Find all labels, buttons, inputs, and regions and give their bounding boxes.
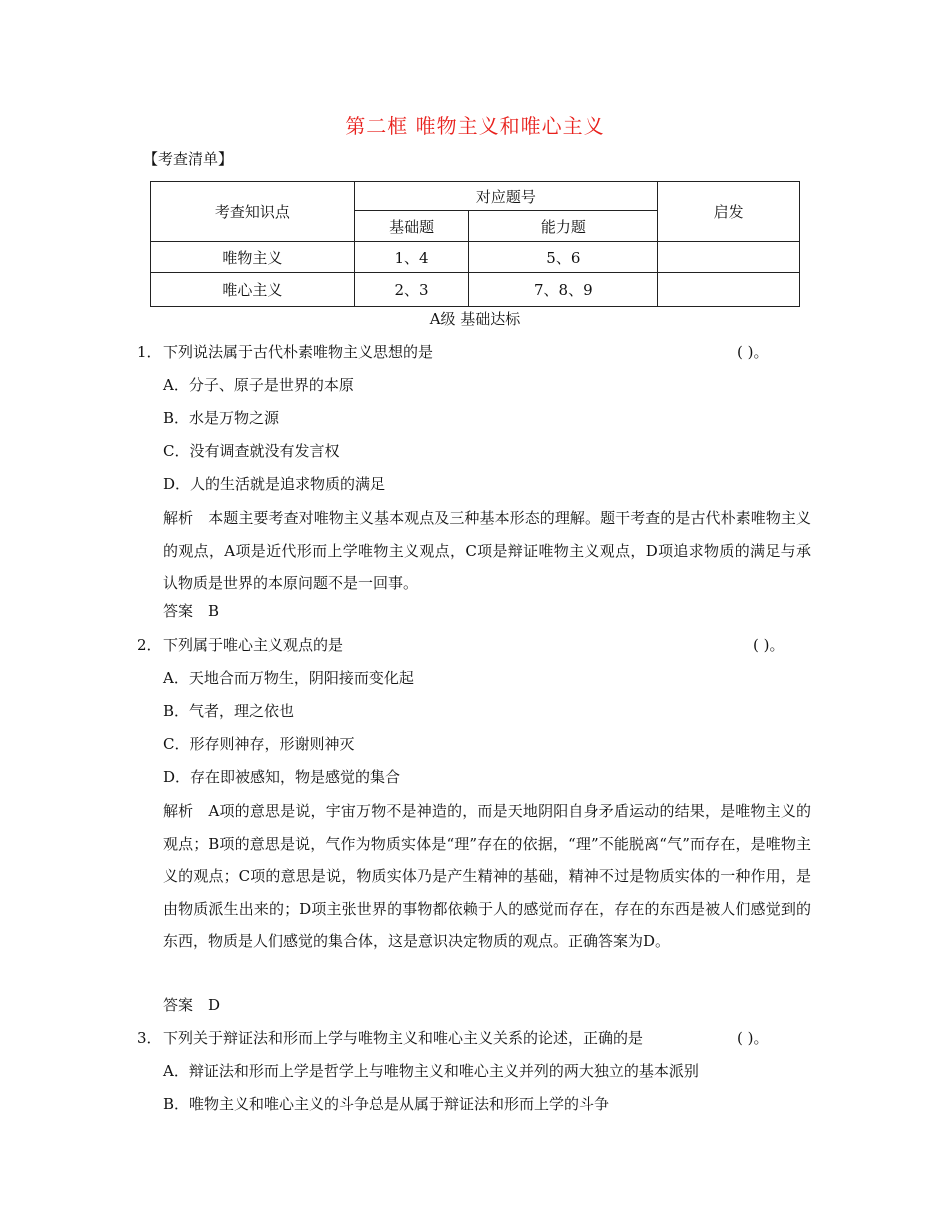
level-heading: A级 基础达标	[429, 310, 521, 328]
question-text: 下列说法属于古代朴素唯物主义思想的是	[163, 343, 434, 361]
cell-point: 唯物主义	[151, 242, 355, 273]
question-text: 下列属于唯心主义观点的是	[163, 636, 344, 654]
page-title: 第二框 唯物主义和唯心主义	[345, 114, 605, 138]
option-c: C．没有调查就没有发言权	[163, 442, 340, 460]
question-3-stem	[137, 1031, 643, 1046]
header-knowledge-point: 考查知识点	[151, 182, 355, 242]
question-1-analysis: 解析 本题主要考查对唯物主义基本观点及三种基本形态的理解。题干考查的是古代朴素唯物主义的观点，A项是近代形而上学唯物主义观点，C项是辩证唯物主义观点，D项追求物质的满足与承认物质是世界的本原问题不是一回事。	[163, 509, 811, 593]
cell-inspiration	[658, 242, 800, 273]
cell-ability: 5、6	[469, 242, 658, 273]
option-b: B．唯物主义和唯心主义的斗争总是从属于辩证法和形而上学的斗争	[163, 1095, 610, 1113]
table-row	[151, 273, 800, 307]
question-number: 2．	[137, 636, 162, 654]
question-2-analysis: 解析 A项的意思是说，宇宙万物不是神造的，而是天地阴阳自身矛盾运动的结果，是唯物主义的观点；B项的意思是说，气作为物质实体是“理”存在的依据，“理”不能脱离“气”而存在，是唯物主义的观点；C项的意思是说，物质实体乃是产生精神的基础，精神不过是物质实体的一种作用，是由物质派生出来的；D项主张世界的事物都依赖于人的感觉而存在，存在的东西是被人们感觉到的东西，物质是人们感觉的集合体，这是意识决定物质的观点。正确答案为D。	[163, 802, 811, 951]
option-b: B．气者，理之依也	[163, 702, 295, 720]
checklist-table	[150, 181, 800, 307]
option-a: A．天地合而万物生，阴阳接而变化起	[163, 669, 414, 687]
cell-basic: 2、3	[354, 273, 469, 307]
question-2-answer: 答案 D	[163, 996, 221, 1014]
cell-basic: 1、4	[354, 242, 469, 273]
option-d: D．存在即被感知，物是感觉的集合	[163, 768, 401, 786]
question-2-stem	[137, 638, 343, 653]
question-3-blank: ( )。	[737, 1029, 769, 1047]
cell-ability: 7、8、9	[469, 273, 658, 307]
header-question-no: 对应题号	[354, 182, 658, 211]
table-row	[151, 242, 800, 273]
option-b: B．水是万物之源	[163, 409, 280, 427]
question-1-stem	[137, 345, 433, 360]
question-number: 1．	[137, 343, 162, 361]
header-basic: 基础题	[354, 211, 469, 242]
question-text: 下列关于辩证法和形而上学与唯物主义和唯心主义关系的论述，正确的是	[163, 1029, 644, 1047]
question-number: 3．	[137, 1029, 162, 1047]
option-c: C．形存则神存，形谢则神灭	[163, 735, 355, 753]
header-ability: 能力题	[469, 211, 658, 242]
cell-point: 唯心主义	[151, 273, 355, 307]
option-a: A．辩证法和形而上学是哲学上与唯物主义和唯心主义并列的两大独立的基本派别	[163, 1062, 699, 1080]
cell-inspiration	[658, 273, 800, 307]
question-1-answer: 答案 B	[163, 602, 220, 620]
question-2-blank: ( )。	[753, 636, 785, 654]
option-a: A．分子、原子是世界的本原	[163, 376, 354, 394]
option-d: D．人的生活就是追求物质的满足	[163, 475, 386, 493]
header-inspiration: 启发	[658, 182, 800, 242]
question-1-blank: ( )。	[737, 343, 769, 361]
section-label: 【考查清单】	[143, 150, 234, 168]
